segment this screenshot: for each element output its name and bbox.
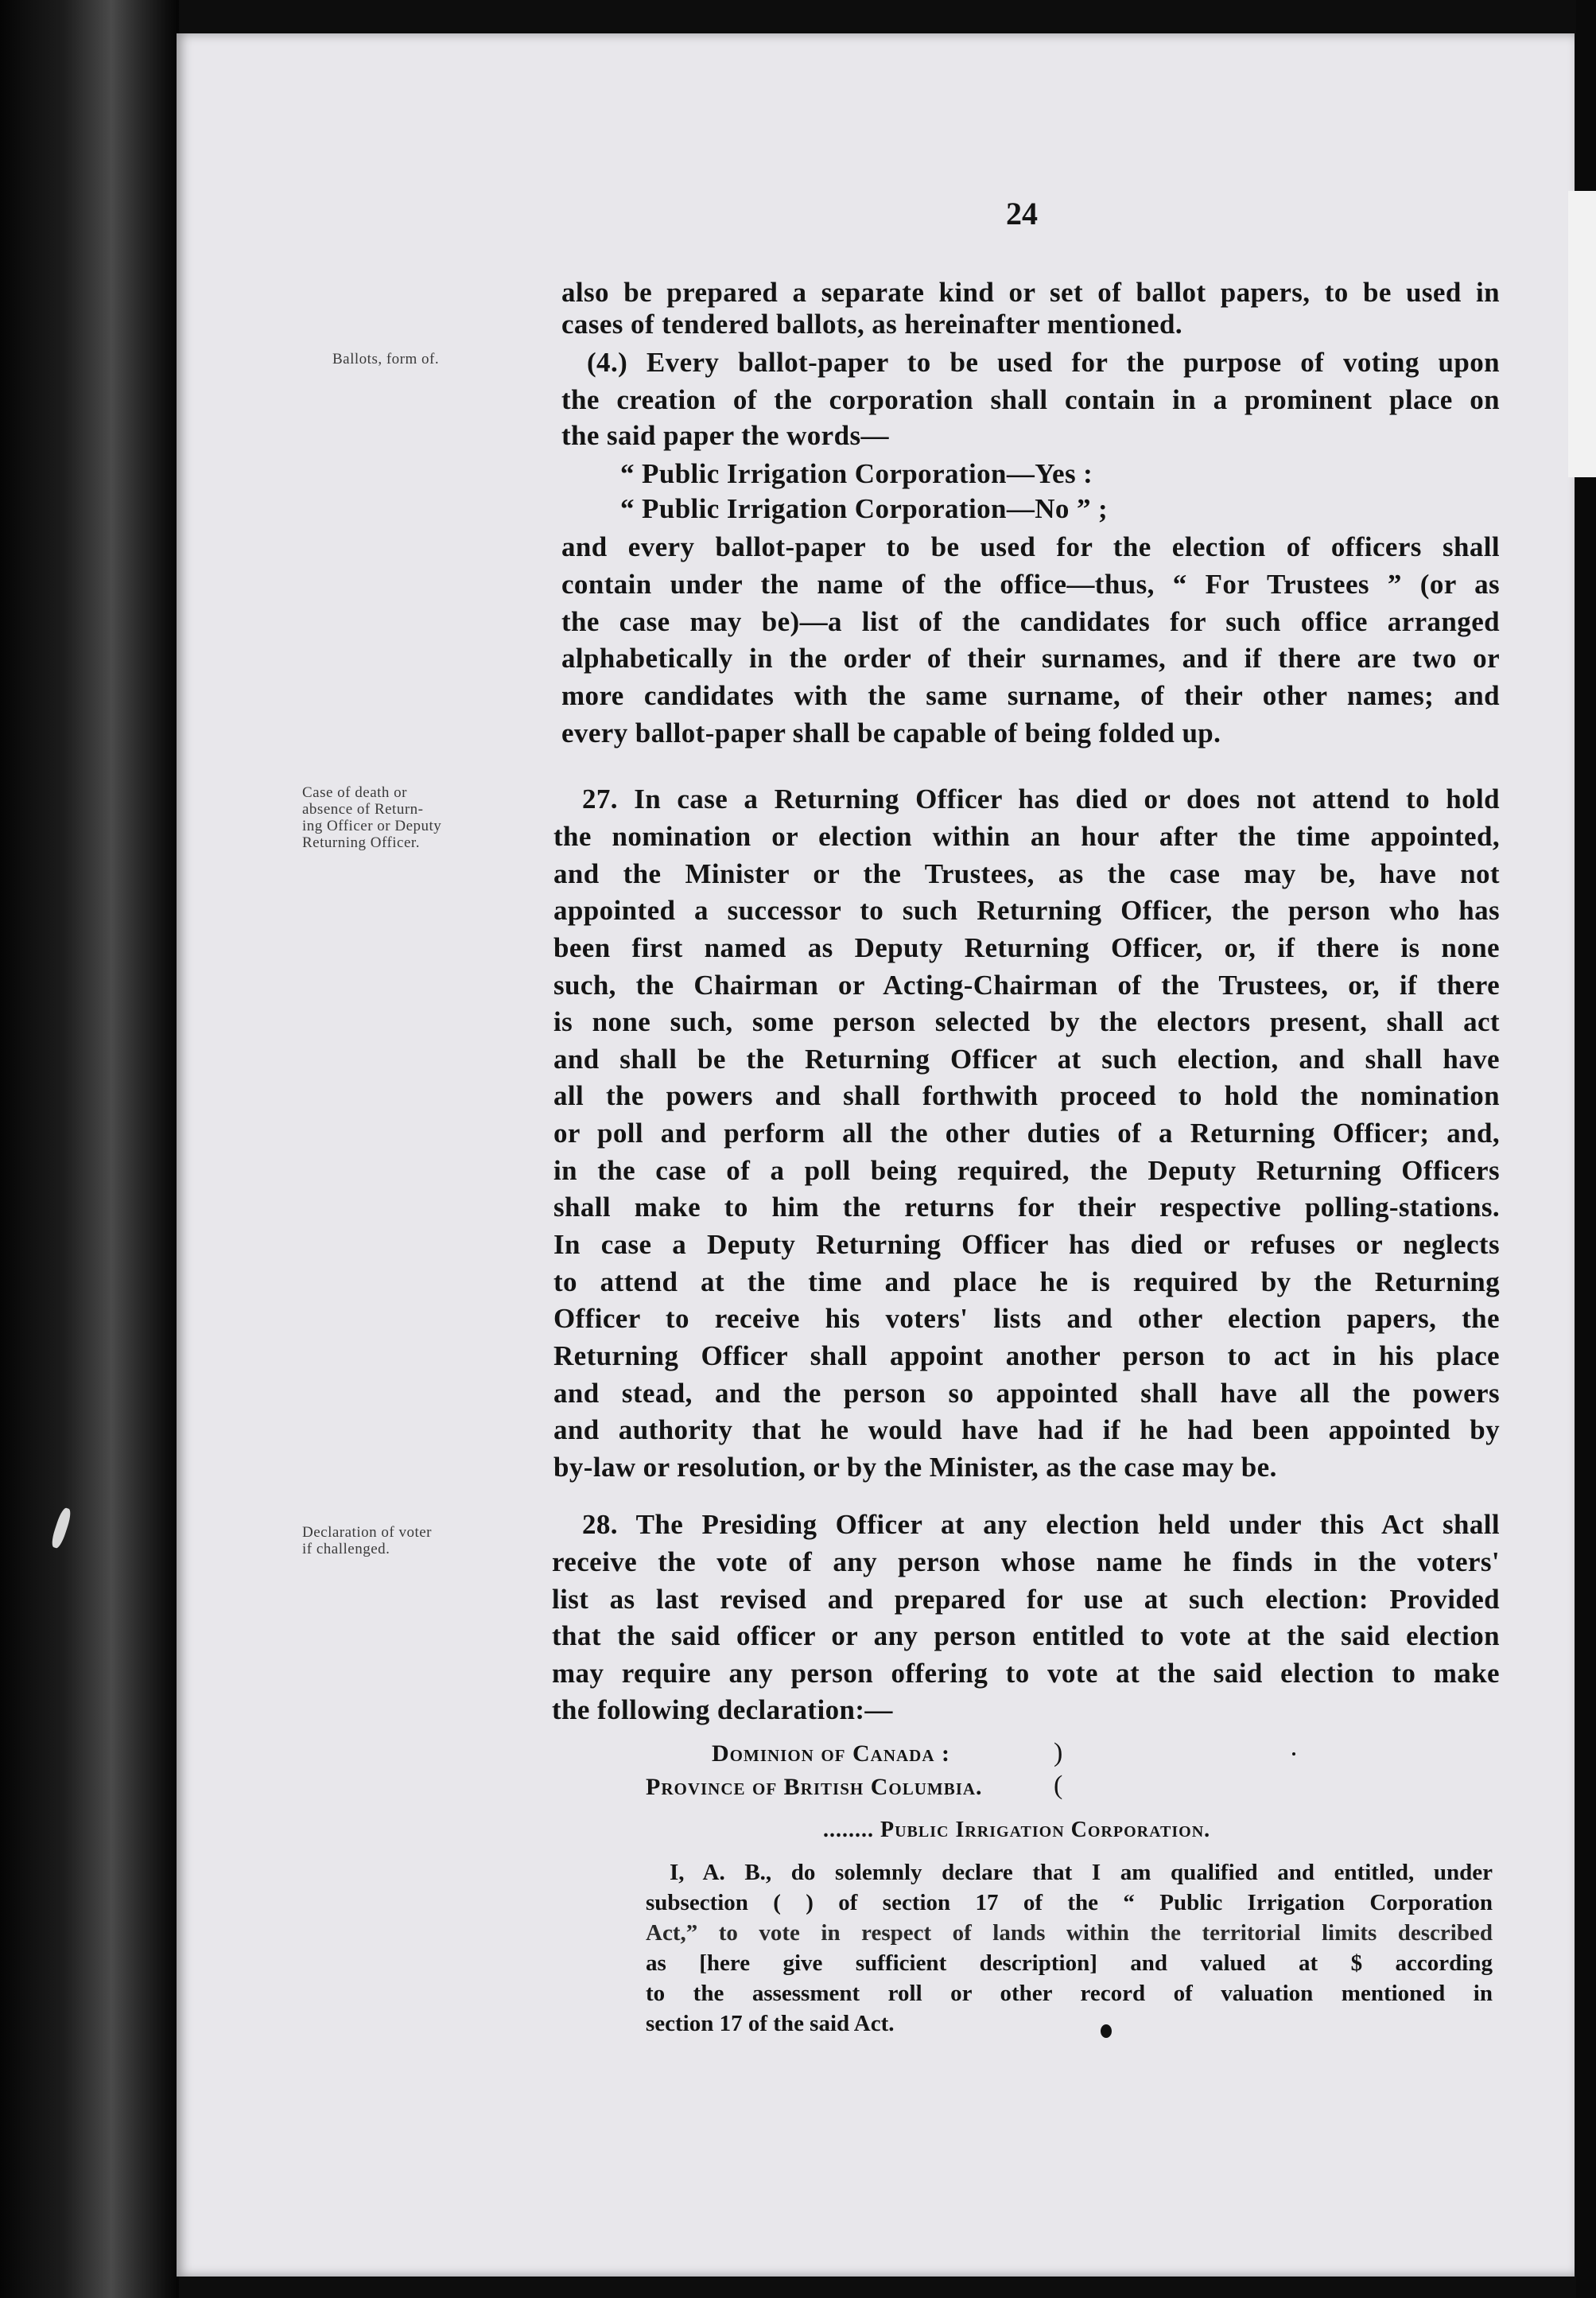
text-line: and authority that he would have had if he had been appointed by: [553, 1414, 1500, 1445]
text-line: or poll and perform all the other duties of a Returning Officer; and,: [553, 1118, 1500, 1149]
text-line: “ Public Irrigation Corporation—Yes :: [620, 458, 1093, 489]
text-line: and shall be the Returning Officer at such election, and shall have: [553, 1044, 1500, 1075]
text-line: and the Minister or the Trustees, as the case may be, have not: [553, 858, 1500, 889]
text-line: in the case of a poll being required, the Deputy Returning Officers: [553, 1155, 1500, 1186]
text-line: shall make to him the returns for their respective polling-stations.: [553, 1192, 1500, 1223]
text-line: to attend at the time and place he is required by the Returning: [553, 1266, 1500, 1297]
text-line: such, the Chairman or Acting-Chairman of the Trustees, or, if there: [553, 970, 1500, 1001]
text-line: and stead, and the person so appointed shall have all the powers: [553, 1378, 1500, 1409]
form-corporation: ........ Public Irrigation Corporation.: [823, 1818, 1211, 1842]
text-line: the case may be)—a list of the candidates for such office arranged: [561, 606, 1500, 637]
text-line: the said paper the words—: [561, 420, 889, 451]
margin-note-returning-officer-4: Returning Officer.: [302, 834, 420, 851]
text-line: “ Public Irrigation Corporation—No ” ;: [620, 493, 1109, 524]
text-line: alphabetically in the order of their surnames, and if there are two or: [561, 643, 1500, 674]
form-province: Province of British Columbia.: [646, 1774, 983, 1800]
book-binding: [0, 0, 179, 2298]
text-line: Returning Officer shall appoint another person to act in his place: [553, 1340, 1500, 1371]
form-dominion: Dominion of Canada :: [712, 1740, 950, 1767]
text-line: all the powers and shall forthwith proceed to hold the nomination: [553, 1080, 1500, 1111]
text-line: the nomination or election within an hour after the time appointed,: [553, 821, 1500, 852]
text-line: the creation of the corporation shall contain in a prominent place on: [561, 384, 1500, 415]
scan-edge-strip: [1568, 191, 1596, 477]
ink-speck: [1101, 2024, 1112, 2038]
form-bracket-bottom: (: [1054, 1771, 1063, 1800]
text-line: that the said officer or any person entitled to vote at the said election: [552, 1620, 1500, 1651]
text-line: and every ballot-paper to be used for the election of officers shall: [561, 531, 1500, 562]
section-28-heading-line: 28. The Presiding Officer at any election held under this Act shall: [582, 1509, 1500, 1540]
text-line: In case a Deputy Returning Officer has died or refuses or neglects: [553, 1229, 1500, 1260]
margin-note-returning-officer-2: absence of Return-: [302, 801, 424, 818]
margin-note-returning-officer-3: ing Officer or Deputy: [302, 818, 442, 834]
margin-note-ballots: Ballots, form of.: [332, 351, 440, 367]
text-line: contain under the name of the office—thus, “ For Trustees ” (or as: [561, 569, 1500, 600]
text-line: every ballot-paper shall be capable of being folded up.: [561, 717, 1221, 749]
text-line: also be prepared a separate kind or set of ballot papers, to be used in: [561, 277, 1500, 308]
text-line: is none such, some person selected by the electors present, shall act: [553, 1006, 1500, 1037]
margin-note-returning-officer-1: Case of death or: [302, 784, 407, 801]
ink-speck: [1292, 1752, 1295, 1756]
form-text-line: to the assessment roll or other record of valuation mentioned in: [646, 1981, 1493, 2006]
section-27-heading-line: 27. In case a Returning Officer has died or does not attend to hold: [582, 783, 1500, 815]
form-text-line: section 17 of the said Act.: [646, 2011, 895, 2036]
text-line: more candidates with the same surname, of their other names; and: [561, 680, 1500, 711]
text-line: list as last revised and prepared for use at such election: Provided: [552, 1584, 1500, 1615]
text-line: may require any person offering to vote at the said election to make: [552, 1658, 1500, 1689]
text-line: cases of tendered ballots, as hereinafter mentioned.: [561, 309, 1183, 340]
margin-note-declaration-2: if challenged.: [302, 1541, 390, 1557]
text-line: appointed a successor to such Returning Officer, the person who has: [553, 895, 1500, 926]
margin-note-declaration-1: Declaration of voter: [302, 1524, 432, 1541]
text-line: receive the vote of any person whose name he finds in the voters': [552, 1546, 1500, 1577]
form-text-line: as [here give sufficient description] and valued at $ according: [646, 1950, 1493, 1976]
form-bracket-top: ): [1054, 1738, 1063, 1767]
text-line: Officer to receive his voters' lists and other election papers, the: [553, 1303, 1500, 1334]
text-line: (4.) Every ballot-paper to be used for the purpose of voting upon: [587, 347, 1500, 378]
page-number: 24: [1006, 196, 1038, 231]
text-line: the following declaration:—: [552, 1694, 893, 1725]
form-text-line: Act,” to vote in respect of lands within the territorial limits described: [646, 1920, 1493, 1946]
form-text-line: I, A. B., do solemnly declare that I am qualified and entitled, under: [670, 1860, 1493, 1885]
text-line: by-law or resolution, or by the Minister, as the case may be.: [553, 1452, 1277, 1483]
text-line: been first named as Deputy Returning Officer, or, if there is none: [553, 932, 1500, 963]
form-text-line: subsection ( ) of section 17 of the “ Public Irrigation Corporation: [646, 1890, 1493, 1915]
